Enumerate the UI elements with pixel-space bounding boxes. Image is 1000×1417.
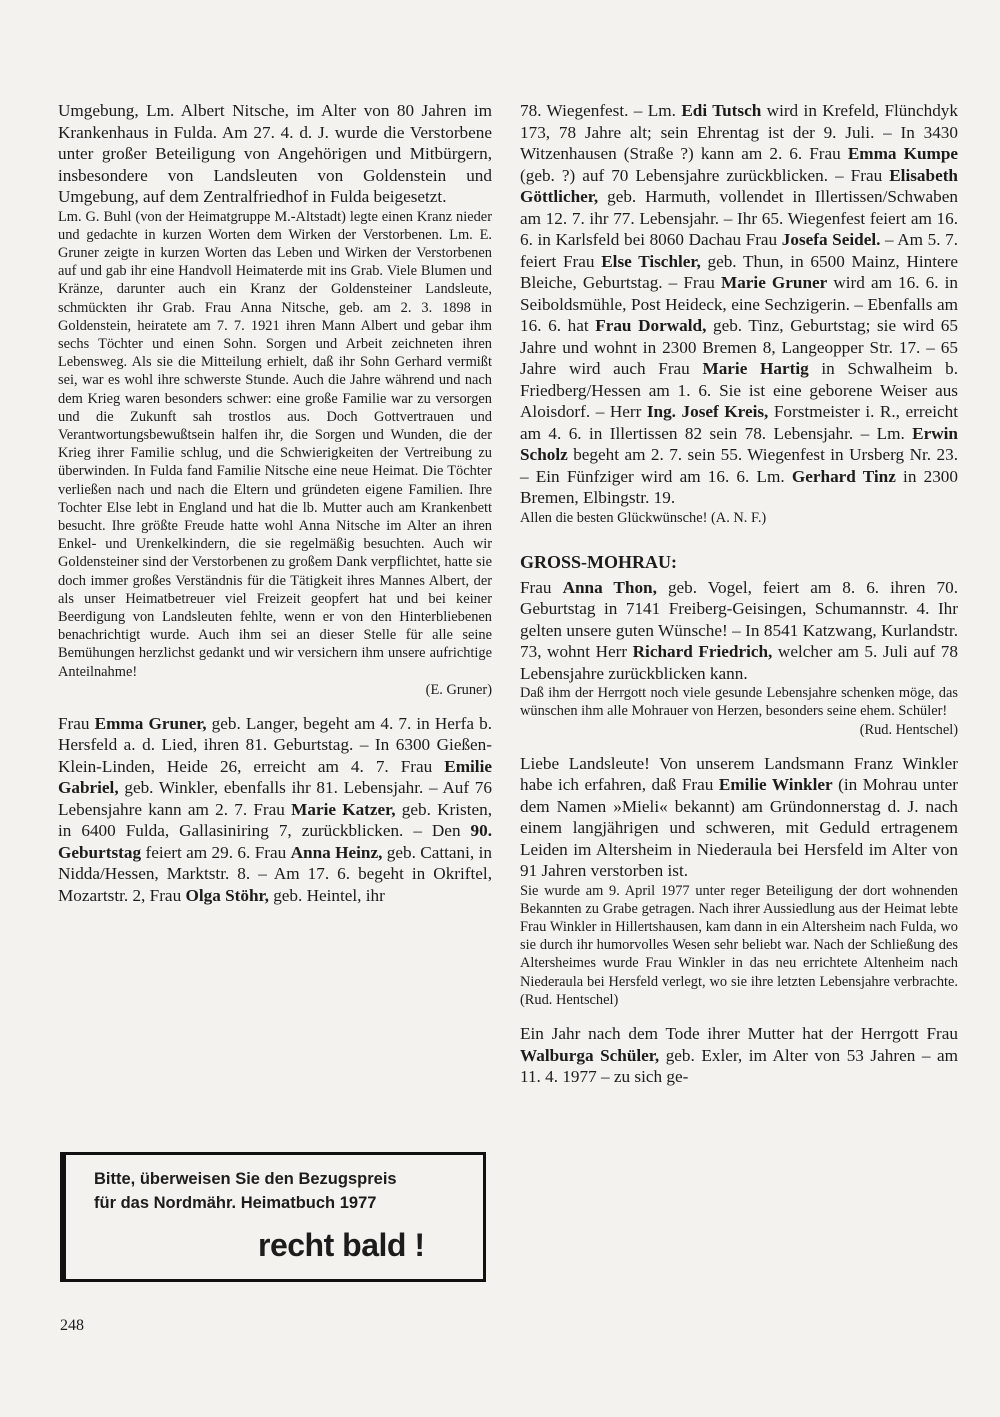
person-name: Ing. Josef Kreis, [646,402,769,421]
person-name: Emilie Winkler [718,775,833,795]
person-name: Anna Heinz, [290,842,383,862]
obituary-intro: Umgebung, Lm. Albert Nitsche, im Alter von 80 Jahren im Krankenhaus in Fulda. Am 27. 4. d. J. wurde die Verstorbene unter großer Beteiligung von Angehörigen und Mitbürgern, insbesondere von Landsleuten von Goldenstein und Umgebung, auf dem Zentralfriedhof in Fulda beigesetzt. [58,101,492,206]
winkler-obituary: Liebe Landsleute! Von unserem Landsmann Franz Winkler habe ich erfahren, daß Frau Emilie Winkler (in Mohrau unter dem Namen »Mieli« bekannt) am Gründonnerstag d. J. nach einem langjährigen und schweren, mit Geduld ertragenem Leiden im Altersheim in Niederaula bei Hersfeld im Alter von 91 Jahren verstorben ist. [520,753,958,881]
schueler-obituary: Ein Jahr nach dem Tode ihrer Mutter hat der Herrgott Frau Walburga Schüler, geb. Exler, im Alter von 53 Jahren – am 11. 4. 1977 – zu sich ge- [520,1024,958,1087]
notice-emphasis: recht bald ! [258,1227,425,1263]
birthday-paragraph-left: Frau Emma Gruner, geb. Langer, begeht am 4. 7. in Herfa b. Hersfeld a. d. Lied, ihren 81. Geburtstag. – In 6300 Gießen-Klein-Linden, Heide 26, erreicht am 4. 7. Frau Emilie Gabriel, geb. Winkler, ebenfalls ihr 81. Lebensjahr. – Auf 76 Lebensjahre kann am 2. 7. Frau Marie Katzer, geb. Kristen, in 6400 Fulda, Gallasiniring 7, zurückblicken. – Den 90. Geburtstag feiert am 29. 6. Frau Anna Heinz, geb. Cattani, in Nidda/Hessen, Marktstr. 8. – Am 17. 6. begeht in Okriftel, Mozartstr. 2, Frau Olga Stöhr, geb. Heintel, ihr [58,713,493,905]
signature-hentschel: (Rud. Hentschel) [859,721,958,738]
person-name: Gerhard Tinz [791,466,896,486]
gross-mohrau-wishes: Daß ihm der Herrgott noch viele gesunde Lebensjahre schenken möge, das wünschen ihm alle Mohrauer von Herzen, besonders seine ehem. Schüler! [520,685,958,720]
person-name: Else Tischler, [601,251,701,271]
notice-line-1: Bitte, überweisen Sie den Bezugspreis [94,1170,397,1188]
person-name: Marie Hartig [702,359,809,378]
right-column [520,100,958,1088]
person-name: Emilie Gabriel, [58,756,492,798]
notice-line-2: für das Nordmähr. Heimatbuch 1977 [94,1194,377,1212]
person-name: Emma Kumpe [847,144,959,163]
greetings-line: Allen die besten Glückwünsche! (A. N. F.) [520,509,767,526]
payment-notice-box [60,1152,486,1282]
page-number: 248 [60,1317,84,1334]
birthday-paragraph-right: 78. Wiegenfest. – Lm. Edi Tutsch wird in Krefeld, Flünchdyk 173, 78 Jahre alt; sein Ehrentag ist der 9. Juli. – In 3430 Witzenhausen (Straße ?) kann am 2. 6. Frau Emma Kumpe (geb. ?) auf 70 Lebensjahre zurückblicken. – Frau Elisabeth Göttlicher, geb. Harmuth, vollendet in Illertissen/Schwaben am 12. 7. ihr 77. Lebensjahr. – Ihr 65. Wiegenfest feiert am 16. 6. in Karlsfeld bei 8060 Dachau Frau Josefa Seidel. – Am 5. 7. feiert Frau Else Tischler, geb. Thun, in 6500 Mainz, Hintere Bleiche, Geburtstag. – Frau Marie Gruner wird am 16. 6. in Seiboldsmühle, Post Heideck, eine Sechzigerin. – Ebenfalls am 16. 6. hat Frau Dorwald, geb. Tinz, Geburtstag; sie wird 65 Jahre und wohnt in 2300 Bremen 8, Langeopper Str. 17. – 65 Jahre wird auch Frau Marie Hartig in Schwalheim b. Friedberg/Hessen am 1. 6. Sie ist eine geborene Weiser aus Aloisdorf. – Herr Ing. Josef Kreis, Forstmeister i. R., erreicht am 4. 6. in Illertissen 82 sein 78. Lebensjahr. – Lm. Erwin Scholz begeht am 2. 7. sein 55. Wiegenfest in Ursberg Nr. 23. – Ein Fünfziger wird am 16. 6. Lm. Gerhard Tinz in 2300 Bremen, Elbingstr. 19. [520,101,959,507]
signature-gruner: (E. Gruner) [425,681,492,698]
person-name: Marie Gruner [720,273,828,292]
person-name: Anna Thon, [562,577,657,597]
person-name: Erwin Scholz [520,423,958,464]
person-name: Olga Stöhr, [185,885,269,905]
person-name: Richard Friedrich, [632,642,773,662]
left-column [58,100,492,906]
person-name: Josefa Seidel. [781,230,881,249]
person-name: Walburga Schüler, [520,1045,660,1065]
person-name: Emma Gruner, [94,713,207,733]
obituary-body: Lm. G. Buhl (von der Heimatgruppe M.-Altstadt) legte einen Kranz nieder und gedachte in kurzen Worten dem Wirken der Verstorbenen. Lm. E. Gruner zeigte in kurzen Worten das Leben und Wirken der Verstorbenen auf und gab ihr eine Handvoll Heimaterde mit ins Grab. Viele Blumen und Kränze, darunter auch ein Kranz der Goldensteiner Landsleute, schmückten ihr Grab. Frau Anna Nitsche, geb. am 2. 3. 1898 in Goldenstein, heiratete am 7. 7. 1921 ihren Mann Albert und gebar ihm sechs Töchter und einen Sohn. Sorgen und Arbeit zeichneten ihren Lebensweg. Als sie die Mitteilung erhielt, daß ihr Sohn Gerhard vermißt sei, war es wohl ihre schwerste Stunde. Auch die Jahre während und nach dem Krieg waren besonders schwer: eine große Familie war zu versorgen und die Zukunft sah trostlos aus. Doch Gottvertrauen und Verantwortungsbewußtsein halfen ihr, die Sorgen und Wunden, die der Krieg ihrer Familie schlug, und die Schwierigkeiten der Vertreibung zu überwinden. In Fulda fand Familie Nitsche eine neue Heimat. Die Töchter verließen nach und nach die Eltern und gründeten eigene Familien. Ihre Tochter Else lebt in England und hat die lb. Mutter auch am Krankenbett besucht. Ihre größte Freude hatte wohl Anna Nitsche im Alter an ihren Enkel- und Urenkelkindern, die sie regelmäßig besuchten. Auch wir Goldensteiner sind der Verstorbenen zu großem Dank verpflichtet, hatte sie doch immer großes Verständnis für die Tätigkeit ihres Mannes Albert, der als unser Heimatbetreuer viel Freizeit geopfert hat und bei keiner Beerdigung von Landsleuten fehlte, wenn er von den Hinterbliebenen benachrichtigt wurde. Auch ihm sei an dieser Stelle für alle seine Bemühungen herzlichst gedankt und wir versichern ihm unsere aufrichtige Anteilnahme! [58,208,492,680]
gross-mohrau-birthdays: Frau Anna Thon, geb. Vogel, feiert am 8. 6. ihren 70. Geburtstag in 7141 Freiberg-Geisingen, Schumannstr. 4. Ihr gelten unsere guten Wünsche! – In 8541 Katzwang, Kurlandstr. 73, wohnt Herr Richard Friedrich, welcher am 5. Juli auf 78 Lebensjahre zurückblicken kann. [520,577,958,683]
section-heading-gross-mohrau: GROSS-MOHRAU: [520,551,677,572]
person-name: Elisabeth Göttlicher, [520,165,958,206]
person-name: Frau Dorwald, [595,316,707,335]
winkler-obituary-detail: Sie wurde am 9. April 1977 unter reger Beteiligung der dort wohnenden Bekannten zu Grabe getragen. Nach ihrer Aussiedlung aus der Heimat lebte Frau Winkler in Hillertshausen, kam dann in ein Altersheim nach Fulda, wo sie durch ihr humorvolles Wesen sehr beliebt war. Nach der Schließung des Altersheimes wurde Frau Winkler in das neu errichtete Altenheim nach Niederaula bei Hersfeld verlegt, wo sie ihre letzten Lebensjahre verbrachte. (Rud. Hentschel) [520,882,958,1008]
person-name: Edi Tutsch [681,101,762,120]
person-name: Marie Katzer, [291,799,396,819]
person-name: 90. Geburtstag [58,821,492,862]
